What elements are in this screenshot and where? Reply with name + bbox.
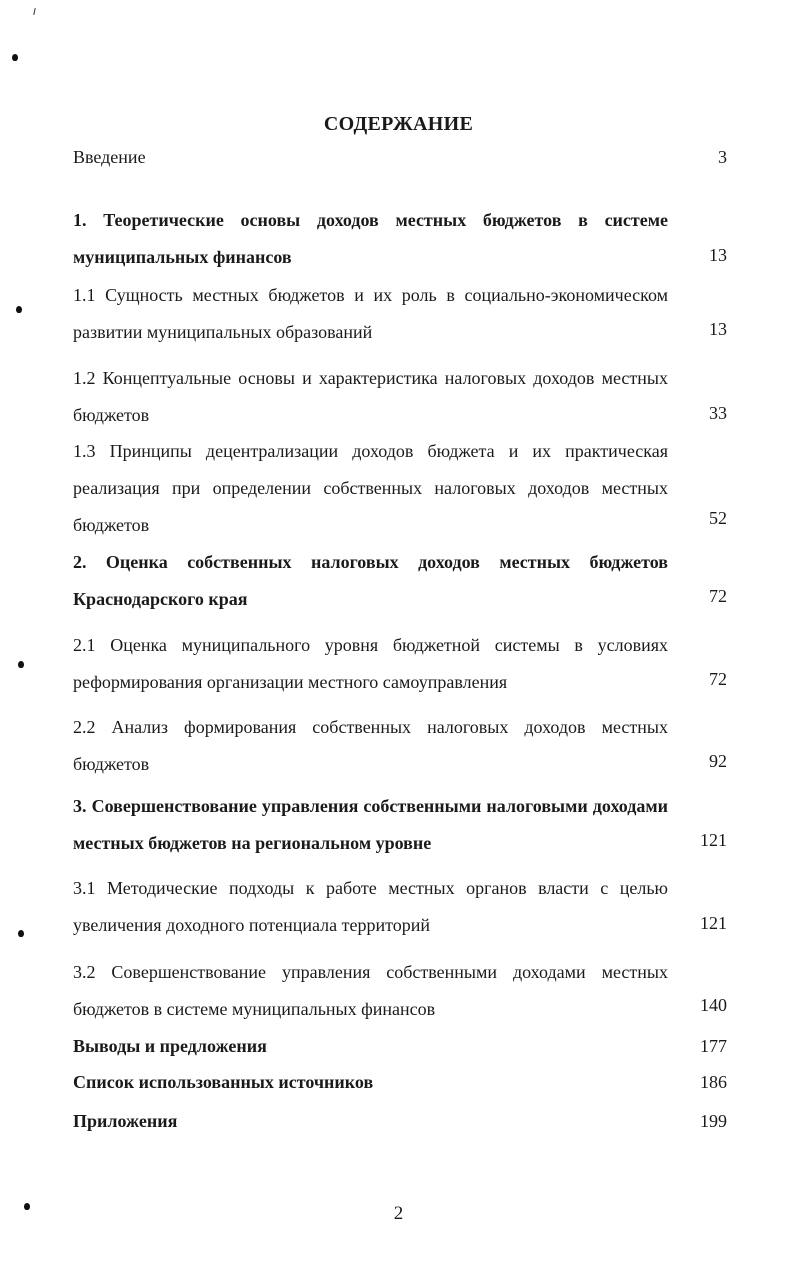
toc-entry-section-1-2: 1.2 Концептуальные основы и характеристика налоговых доходов местных бюджетов [73,368,668,425]
toc-page-number: 199 [700,1111,727,1131]
toc-page-number: 121 [700,830,727,850]
scan-mark [16,306,22,313]
toc-page-number: 177 [700,1036,727,1056]
toc-entry-conclusions: Выводы и предложения [73,1036,267,1056]
toc-entry-introduction: Введение [73,147,146,167]
toc-entry-chapter-1: 1. Теоретические основы доходов местных бюджетов в системе муниципальных финансов [73,210,668,267]
toc-entry-appendices: Приложения [73,1111,178,1131]
toc-entry-references: Список использованных источников [73,1072,374,1092]
toc-entry-section-2-1: 2.1 Оценка муниципального уровня бюджетной системы в условиях реформирования организации местного самоуправления [73,635,668,692]
toc-page-number: 33 [709,403,727,423]
toc-page-number: 92 [709,751,727,771]
toc-entry-section-3-1: 3.1 Методические подходы к работе местных органов власти с целью увеличения доходного потенциала территорий [73,878,668,935]
toc-entry-section-2-2: 2.2 Анализ формирования собственных налоговых доходов местных бюджетов [73,717,668,774]
toc-title: СОДЕРЖАНИЕ [323,113,474,135]
toc-page-number: 72 [709,586,727,606]
toc-entry-chapter-3: 3. Совершенствование управления собственными налоговыми доходами местных бюджетов на региональном уровне [73,796,668,853]
toc-page-number: 13 [709,245,727,265]
toc-entry-section-3-2: 3.2 Совершенствование управления собственными доходами местных бюджетов в системе муниципальных финансов [73,962,668,1019]
scan-mark [12,54,18,61]
toc-page-number: 186 [700,1072,727,1092]
scan-mark [33,8,35,15]
toc-page-number: 121 [700,913,727,933]
toc-entry-chapter-2: 2. Оценка собственных налоговых доходов местных бюджетов Краснодарского края [73,552,668,609]
toc-entry-section-1-1: 1.1 Сущность местных бюджетов и их роль в социально-экономическом развитии муниципальных образований [73,285,668,342]
page-number: 2 [393,1203,404,1224]
toc-page-number: 72 [709,669,727,689]
toc-page-number: 3 [718,147,727,167]
scan-mark [18,930,24,937]
toc-page-number: 52 [709,508,727,528]
scan-mark [18,661,24,668]
toc-page-number: 140 [700,995,727,1015]
toc-entry-section-1-3: 1.3 Принципы децентрализации доходов бюджета и их практическая реализация при определении собственных налоговых доходов местных бюджетов [73,441,668,535]
toc-page-number: 13 [709,319,727,339]
